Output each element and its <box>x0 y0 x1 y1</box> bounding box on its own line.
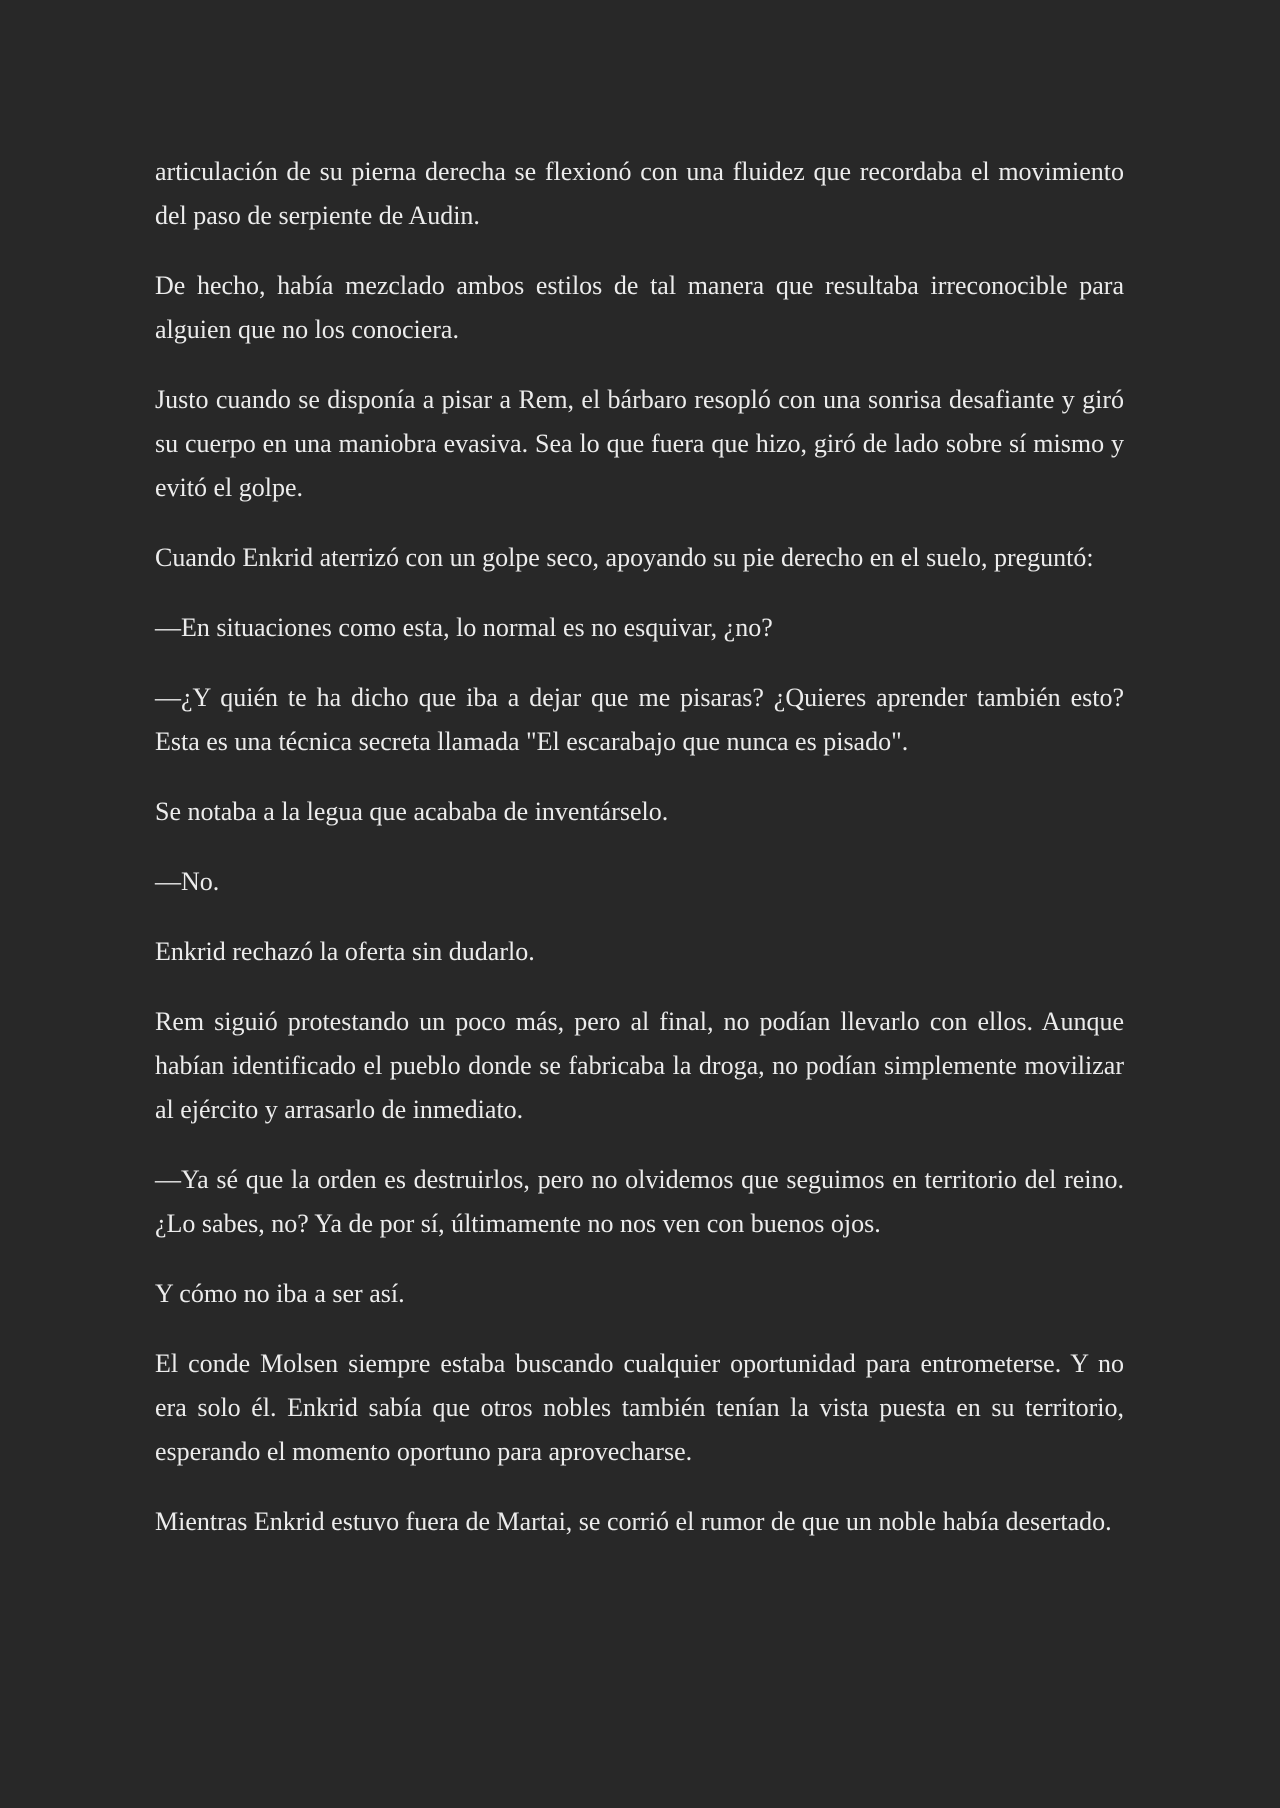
paragraph: Cuando Enkrid aterrizó con un golpe seco, apoyando su pie derecho en el suelo, preguntó: <box>155 543 1094 572</box>
paragraph: articulación de su pierna derecha se flexionó con una fluidez que recordaba el movimiento del paso de serpiente de Audin. <box>155 157 1124 230</box>
dialogue-line: —¿Y quién te ha dicho que iba a dejar que me pisaras? ¿Quieres aprender también esto? Esta es una técnica secreta llamada "El escarabajo que nunca es pisado". <box>155 683 1124 756</box>
dialogue-line: —No. <box>155 867 220 896</box>
dialogue-line: —En situaciones como esta, lo normal es no esquivar, ¿no? <box>155 613 773 642</box>
paragraph: Rem siguió protestando un poco más, pero al final, no podían llevarlo con ellos. Aunque habían identificado el pueblo donde se fabricaba la droga, no podían simplemente movilizar al ejército y arrasarlo de inmediato. <box>155 1007 1124 1124</box>
paragraph: El conde Molsen siempre estaba buscando cualquier oportunidad para entrometerse. Y no era solo él. Enkrid sabía que otros nobles también tenían la vista puesta en su territorio, esperando el momento oportuno para aprovecharse. <box>155 1349 1124 1466</box>
dialogue-line: —Ya sé que la orden es destruirlos, pero no olvidemos que seguimos en territorio del reino. ¿Lo sabes, no? Ya de por sí, últimamente no nos ven con buenos ojos. <box>155 1165 1124 1238</box>
paragraph: Mientras Enkrid estuvo fuera de Martai, se corrió el rumor de que un noble había desertado. <box>155 1507 1112 1536</box>
paragraph: Se notaba a la legua que acababa de inventárselo. <box>155 797 669 826</box>
paragraph: Enkrid rechazó la oferta sin dudarlo. <box>155 937 535 966</box>
paragraph: De hecho, había mezclado ambos estilos de tal manera que resultaba irreconocible para alguien que no los conociera. <box>155 271 1124 344</box>
paragraph: Y cómo no iba a ser así. <box>155 1279 405 1308</box>
paragraph: Justo cuando se disponía a pisar a Rem, el bárbaro resopló con una sonrisa desafiante y giró su cuerpo en una maniobra evasiva. Sea lo que fuera que hizo, giró de lado sobre sí mismo y evitó el golpe. <box>155 385 1124 502</box>
document-page <box>155 150 1124 1570</box>
